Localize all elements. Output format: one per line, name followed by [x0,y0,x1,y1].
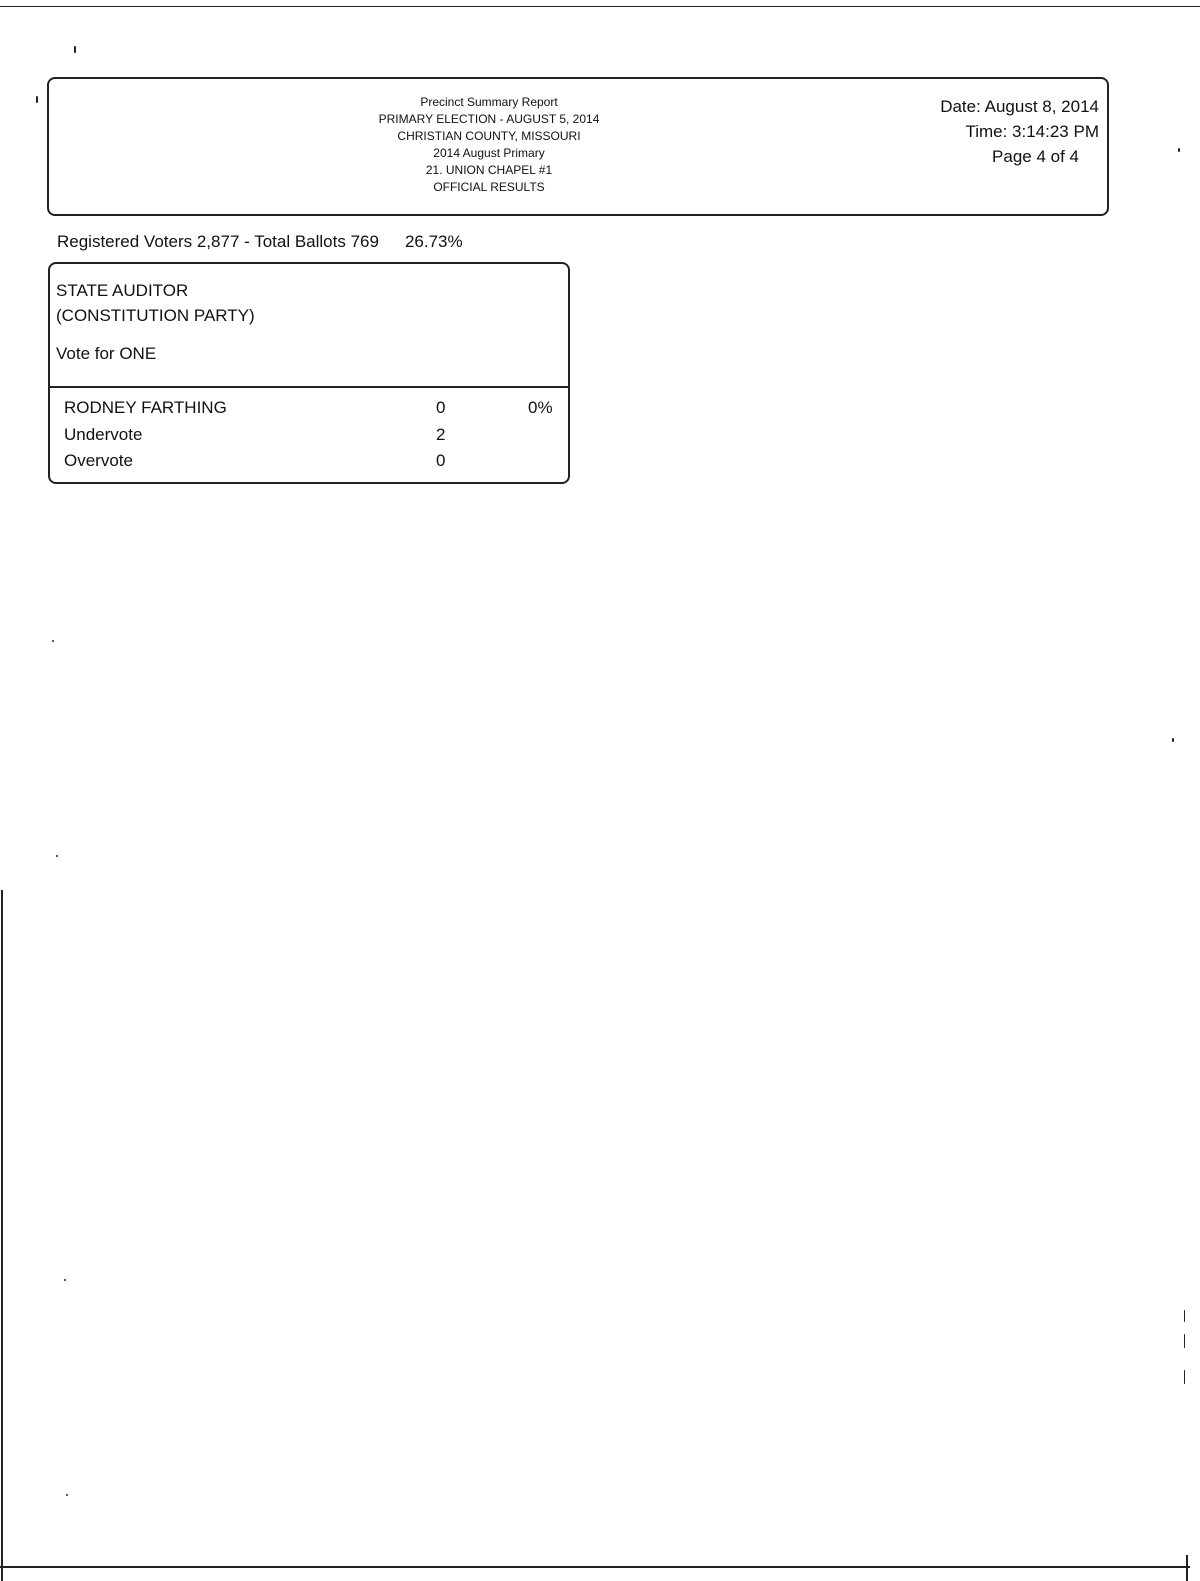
choice-row [64,425,564,451]
scan-speck [1184,1310,1185,1322]
precinct-name: 21. UNION CHAPEL #1 [425,163,553,177]
scan-edge-right [1186,1555,1188,1581]
contest-box [48,262,570,484]
scan-edge-left [1,890,3,1581]
choice-percent: 0% [528,398,553,417]
contest-office: STATE AUDITOR [56,281,189,300]
scan-speck [64,1279,66,1281]
choice-name: Undervote [64,425,143,444]
scan-speck [74,46,76,53]
report-title: Precinct Summary Report [420,95,558,109]
turnout-percent: 26.73% [404,232,463,251]
scan-edge-bottom [0,1566,1190,1568]
scan-speck [1184,1370,1185,1384]
scan-speck [56,855,58,857]
election-label: 2014 August Primary [433,146,545,160]
scan-edge-top [0,6,1200,7]
scan-speck [1172,738,1174,742]
choice-votes: 2 [436,425,446,444]
choice-name: Overvote [64,451,133,470]
county-name: CHRISTIAN COUNTY, MISSOURI [397,129,581,143]
contest-party: (CONSTITUTION PARTY) [56,306,255,325]
report-meta-block [940,94,1099,169]
choice-votes: 0 [436,451,446,470]
choice-votes: 0 [436,398,446,417]
choice-row [64,398,564,424]
turnout-line [57,232,463,252]
contest-divider [50,386,568,388]
turnout-counts: Registered Voters 2,877 - Total Ballots 769 [57,232,379,251]
scan-speck [1178,148,1180,152]
page-number: Page 4 of 4 [992,147,1079,166]
scan-speck [1184,1334,1185,1348]
choice-row [64,451,564,477]
results-status: OFFICIAL RESULTS [433,180,545,194]
scan-speck [36,96,38,103]
report-header-title-block [349,94,629,196]
scan-speck [66,1494,68,1496]
choice-name: RODNEY FARTHING [64,398,227,417]
report-time: Time: 3:14:23 PM [965,122,1099,141]
vote-for-instruction: Vote for ONE [56,344,157,363]
report-date: Date: August 8, 2014 [940,97,1099,116]
election-name: PRIMARY ELECTION - AUGUST 5, 2014 [378,112,600,126]
report-header-box [47,77,1109,216]
contest-title [56,278,255,328]
scan-speck [52,640,54,642]
